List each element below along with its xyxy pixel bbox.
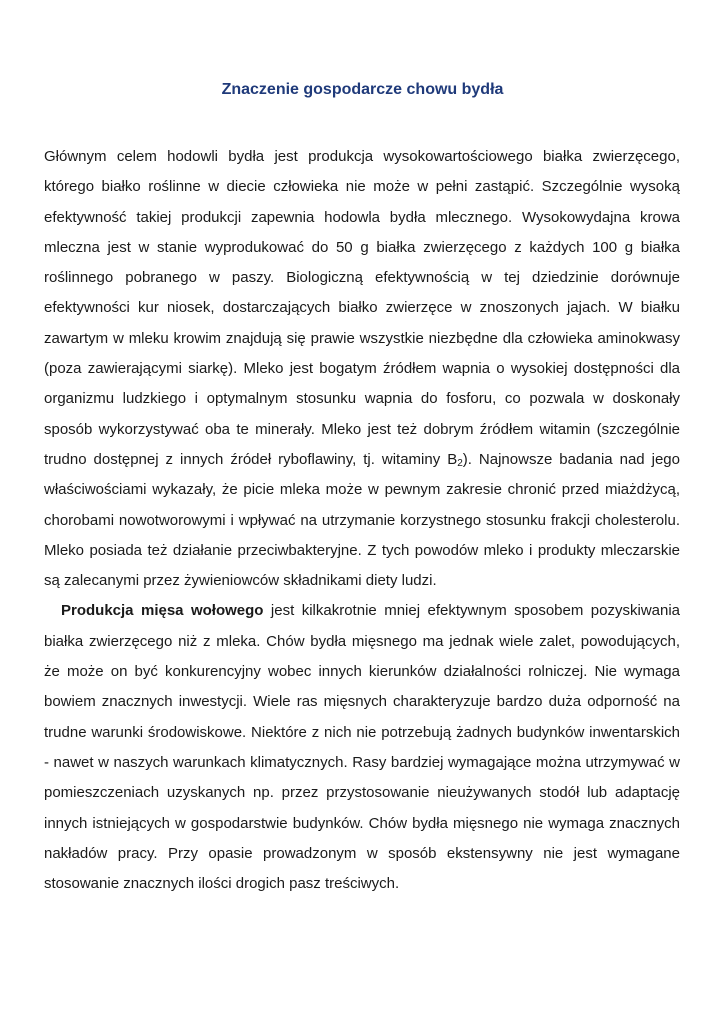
paragraph-milk [44, 142, 680, 596]
paragraph-beef [44, 596, 680, 899]
page-title: Znaczenie gospodarcze chowu bydła [221, 81, 504, 98]
document-body [44, 142, 680, 899]
paragraph-beef-lead: Produkcja mięsa wołowego [61, 602, 264, 620]
vitamin-subscript: 2 [457, 457, 463, 469]
paragraph-beef-text: jest kilkakrotnie mniej efektywnym sposobem pozyskiwania białka zwierzęcego niż z mleka. Chów bydła mięsnego ma jednak wiele zalet, powodujących, że może on być konkurencyjny wobec innych kierunków działalności rolniczej. Nie wymaga bowiem znacznych inwestycji. Wiele ras mięsnych charakteryzuje bardzo duża odporność na trudne warunki środowiskowe. Niektóre z nich nie potrzebują żadnych budynków inwentarskich - nawet w naszych warunkach klimatycznych. Rasy bardziej wymagające można utrzymywać w pomieszczeniach uzyskanych np. przez przystosowanie nieużywanych stodół lub adaptację innych istniejących w gospodarstwie budynków. Chów bydła mięsnego nie wymaga znacznych nakładów pracy. Przy opasie prowadzonym w sposób ekstensywny nie jest wymagane stosowanie znacznych ilości drogich pasz treściwych. [44, 602, 681, 893]
paragraph-milk-text: Głównym celem hodowli bydła jest produkcja wysokowartościowego białka zwierzęcego, którego białko roślinne w diecie człowieka nie może w pełni zastąpić. Szczególnie wysoką efektywność takiej produkcji zapewnia hodowla bydła mlecznego. Wysokowydajna krowa mleczna jest w stanie wyprodukować do 50 g białka zwierzęcego z każdych 100 g białka roślinnego pobranego w paszy. Biologiczną efektywnością w tej dziedzinie dorównuje efektywności kur niosek, dostarczających białko zwierzęce w znoszonych jajach. W białku zawartym w mleku krowim znajdują się prawie wszystkie niezbędne dla człowieka aminokwasy (poza zawierającymi siarkę). Mleko jest bogatym źródłem wapnia o wysokiej dostępności dla organizmu ludzkiego i optymalnym stosunku wapnia do fosforu, co pozwala w doskonały sposób wykorzystywać oba te minerały. Mleko jest też dobrym źródłem witamin (szczególnie trudno dostępnej z innych źródeł ryboflawiny, tj. witaminy B [44, 148, 680, 468]
paragraph-milk-text-continued: ). Najnowsze badania nad jego właściwościami wykazały, że picie mleka może w pewnym zakresie chronić przed miażdżycą, chorobami nowotworowymi i wpływać na utrzymanie korzystnego stosunku frakcji cholesterolu. Mleko posiada też działanie przeciwbakteryjne. Z tych powodów mleko i produkty mleczarskie są zalecanymi przez żywieniowców składnikami diety ludzi. [44, 450, 680, 590]
